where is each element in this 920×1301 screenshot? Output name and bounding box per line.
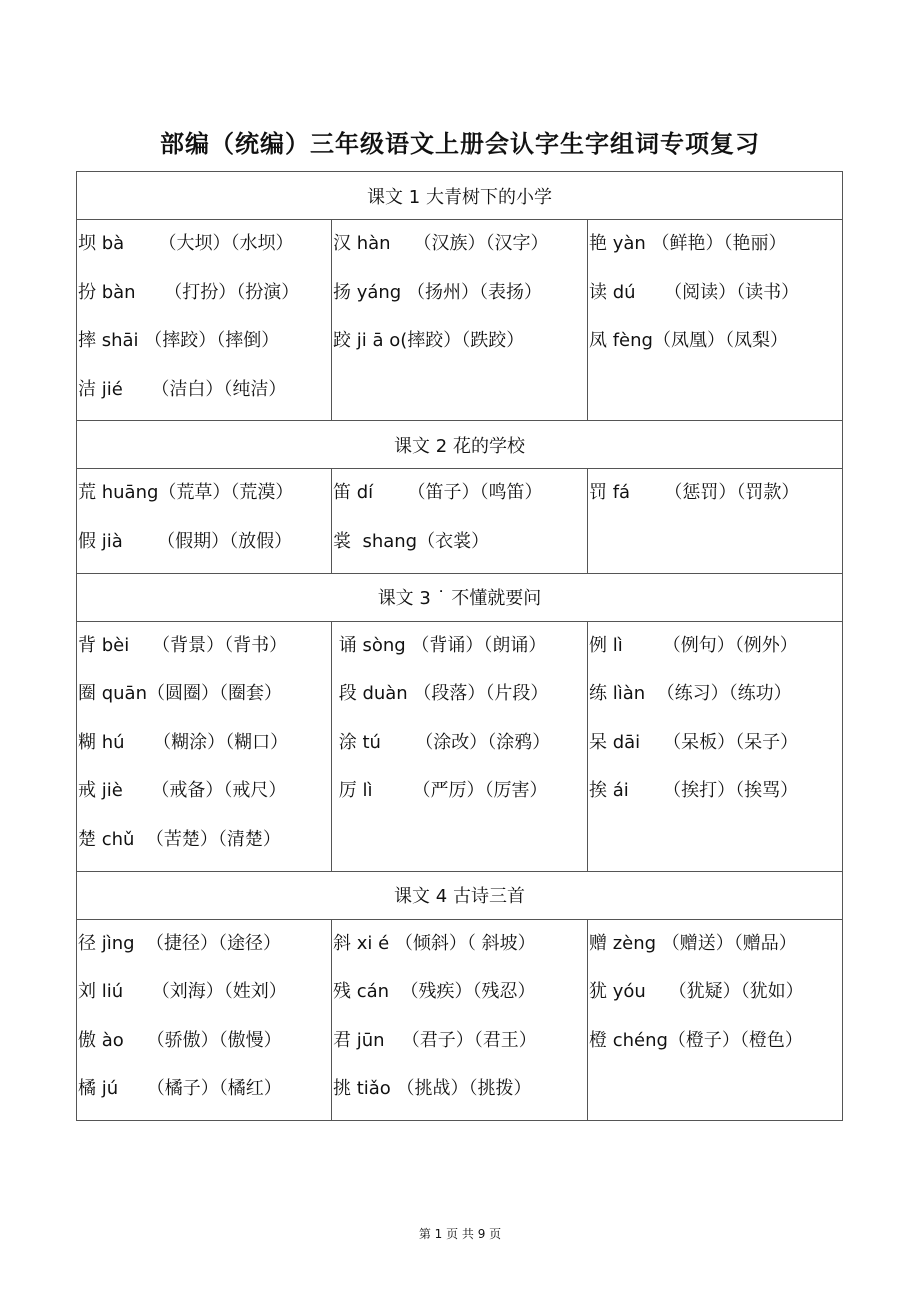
word-entry: 摔 shāi （摔跤）（摔倒） (78, 330, 280, 352)
page-title: 部编（统编）三年级语文上册会认字生字组词专项复习 (160, 130, 760, 158)
word-entry: 背 bèi （背景）（背书） (78, 634, 288, 656)
word-entry: 傲 ào （骄傲）（傲慢） (78, 1029, 282, 1051)
lesson-heading: 课文 1 大青树下的小学 (77, 172, 843, 220)
word-column (332, 621, 588, 871)
page-number: 第 1 页 共 9 页 (418, 1227, 502, 1241)
lesson-heading: 课文 3 ˙ 不懂就要问 (77, 573, 843, 621)
word-column (588, 919, 843, 1120)
word-entry: 楚 chǔ （苦楚）（清楚） (78, 828, 281, 850)
word-entry: 圈 quān（圆圈）（圈套） (78, 683, 282, 705)
word-entry: 扬 yáng （扬州）（表扬） (333, 281, 542, 303)
vocabulary-table (76, 171, 843, 1121)
word-entry: 糊 hú （糊涂）（糊口） (78, 731, 289, 753)
word-entry: 斜 xi é （倾斜）（ 斜坡） (333, 932, 536, 954)
word-column (77, 919, 332, 1120)
word-entry: 橘 jú （橘子）（橘红） (78, 1078, 282, 1100)
word-entry: 裳 shang（衣裳） (333, 530, 490, 552)
word-entry: 刘 liú （刘海）（姓刘） (78, 981, 287, 1003)
lesson-words-row (77, 621, 843, 871)
word-entry: 笛 dí （笛子）（鸣笛） (333, 482, 543, 504)
word-column (77, 469, 332, 573)
word-entry: 练 lìàn （练习）（练功） (589, 683, 792, 705)
word-column (588, 469, 843, 573)
word-entry: 扮 bàn （打扮）（扮演） (78, 281, 300, 303)
word-entry: 戒 jiè （戒备）（戒尺） (78, 780, 287, 802)
word-entry: 君 jūn （君子）（君王） (333, 1029, 537, 1051)
word-entry: 例 lì （例句）（例外） (589, 634, 798, 656)
word-entry: 犹 yóu （犹疑）（犹如） (589, 981, 804, 1003)
word-entry: 假 jià （假期）（放假） (78, 530, 293, 552)
word-entry: 橙 chéng（橙子）（橙色） (589, 1029, 803, 1051)
word-column (588, 220, 843, 421)
word-entry: 赠 zèng （赠送）（赠品） (589, 932, 797, 954)
word-entry: 涂 tú （涂改）（涂鸦） (333, 731, 551, 753)
word-entry: 段 duàn （段落）（片段） (333, 683, 549, 705)
word-entry: 坝 bà （大坝）（水坝） (78, 233, 294, 254)
word-entry: 洁 jié （洁白）（纯洁） (78, 378, 287, 400)
word-column (332, 919, 588, 1120)
word-entry: 厉 lì （严厉）（厉害） (333, 780, 548, 802)
word-entry: 挑 tiǎo （挑战）（挑拨） (333, 1078, 532, 1100)
word-entry: 荒 huāng（荒草）（荒漠） (78, 482, 294, 504)
lesson-words-row (77, 469, 843, 573)
word-entry: 罚 fá （惩罚）（罚款） (589, 482, 800, 504)
word-entry: 挨 ái （挨打）（挨骂） (589, 780, 799, 802)
word-column (77, 220, 332, 421)
word-entry: 呆 dāi （呆板）（呆子） (589, 731, 799, 753)
lesson-words-row (77, 220, 843, 421)
lesson-heading-row (77, 172, 843, 220)
lesson-heading-row (77, 421, 843, 469)
word-entry: 跤 ji ā o(摔跤）（跌跤） (333, 330, 525, 352)
word-column (332, 220, 588, 421)
word-entry: 诵 sòng （背诵）（朗诵） (333, 634, 547, 656)
word-entry: 读 dú （阅读）（读书） (589, 281, 800, 303)
word-column (588, 621, 843, 871)
lesson-heading-row (77, 573, 843, 621)
word-entry: 艳 yàn （鲜艳）（艳丽） (589, 233, 787, 254)
lesson-words-row (77, 919, 843, 1120)
word-column (332, 469, 588, 573)
word-column (77, 621, 332, 871)
lesson-heading-row (77, 871, 843, 919)
word-entry: 凤 fèng（凤凰）（凤梨） (589, 330, 788, 352)
word-entry: 残 cán （残疾）（残忍） (333, 981, 536, 1003)
lesson-heading: 课文 2 花的学校 (77, 421, 843, 469)
word-entry: 汉 hàn （汉族）（汉字） (333, 233, 549, 254)
lesson-heading: 课文 4 古诗三首 (77, 871, 843, 919)
word-entry: 径 jìng （捷径）（途径） (78, 932, 282, 954)
